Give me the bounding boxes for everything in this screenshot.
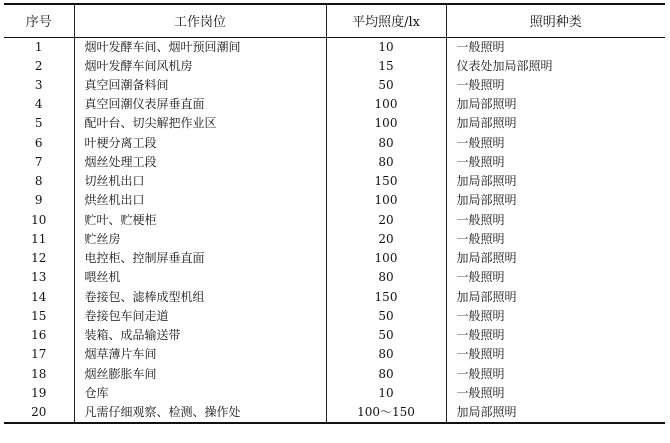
table-row bbox=[4, 57, 665, 76]
cell-num: 5 bbox=[34, 116, 43, 131]
cell-post: 烟丝膨胀车间 bbox=[74, 365, 326, 384]
cell-lux: 20 bbox=[326, 230, 446, 249]
cell-num: 1 bbox=[34, 39, 43, 54]
cell-post: 装箱、成品输送带 bbox=[74, 326, 326, 345]
cell-post: 烟草薄片车间 bbox=[74, 345, 326, 364]
cell-post: 贮丝房 bbox=[74, 230, 326, 249]
cell-post: 喂丝机 bbox=[74, 268, 326, 287]
table-row bbox=[4, 211, 665, 230]
cell-num: 10 bbox=[31, 212, 47, 227]
header-row bbox=[4, 4, 665, 37]
cell-lux: 100～150 bbox=[326, 403, 446, 423]
table-row bbox=[4, 95, 665, 114]
cell-post: 烘丝机出口 bbox=[74, 191, 326, 210]
table-row bbox=[4, 384, 665, 403]
cell-lux: 20 bbox=[326, 211, 446, 230]
table-row bbox=[4, 172, 665, 191]
table-row bbox=[4, 403, 665, 423]
cell-num: 3 bbox=[34, 77, 43, 92]
cell-lux: 80 bbox=[326, 134, 446, 153]
cell-num: 20 bbox=[31, 405, 47, 419]
cell-num: 6 bbox=[34, 135, 43, 150]
cell-post: 烟叶发酵车间、烟叶预回潮间 bbox=[74, 37, 326, 57]
header-num: 序号 bbox=[4, 4, 74, 37]
cell-post: 卷接包车间走道 bbox=[74, 307, 326, 326]
cell-num: 17 bbox=[31, 347, 47, 362]
cell-lux: 10 bbox=[326, 384, 446, 403]
cell-kind: 一般照明 bbox=[446, 384, 665, 403]
cell-post: 仓库 bbox=[74, 384, 326, 403]
cell-kind: 加局部照明 bbox=[446, 249, 665, 268]
table-body bbox=[4, 37, 665, 423]
cell-lux: 80 bbox=[326, 268, 446, 287]
cell-kind: 一般照明 bbox=[446, 76, 665, 95]
cell-kind: 一般照明 bbox=[446, 326, 665, 345]
cell-kind: 一般照明 bbox=[446, 268, 665, 287]
cell-num: 15 bbox=[31, 308, 47, 323]
cell-lux: 80 bbox=[326, 365, 446, 384]
cell-kind: 加局部照明 bbox=[446, 172, 665, 191]
cell-num: 2 bbox=[34, 58, 43, 73]
cell-num: 8 bbox=[34, 174, 43, 189]
cell-post: 卷接包、滤棒成型机组 bbox=[74, 288, 326, 307]
table-row bbox=[4, 288, 665, 307]
cell-num: 16 bbox=[31, 328, 47, 343]
cell-kind: 加局部照明 bbox=[446, 191, 665, 210]
table-row bbox=[4, 268, 665, 287]
cell-kind: 仪表处加局部照明 bbox=[446, 57, 665, 76]
cell-post: 真空回潮备料间 bbox=[74, 76, 326, 95]
cell-num: 18 bbox=[31, 366, 47, 381]
cell-kind: 一般照明 bbox=[446, 230, 665, 249]
cell-lux: 10 bbox=[326, 37, 446, 57]
cell-num: 4 bbox=[34, 97, 43, 112]
cell-post: 烟叶发酵车间风机房 bbox=[74, 57, 326, 76]
cell-post: 贮叶、贮梗柜 bbox=[74, 211, 326, 230]
cell-kind: 一般照明 bbox=[446, 211, 665, 230]
cell-post: 真空回潮仪表屏垂直面 bbox=[74, 95, 326, 114]
cell-num: 19 bbox=[31, 385, 47, 400]
cell-lux: 100 bbox=[326, 95, 446, 114]
cell-num: 9 bbox=[34, 193, 43, 208]
cell-lux: 100 bbox=[326, 114, 446, 133]
header-lux: 平均照度/lx bbox=[326, 4, 446, 37]
header-post: 工作岗位 bbox=[74, 4, 326, 37]
cell-kind: 一般照明 bbox=[446, 153, 665, 172]
cell-lux: 80 bbox=[326, 345, 446, 364]
cell-post: 烟丝处理工段 bbox=[74, 153, 326, 172]
table-row bbox=[4, 76, 665, 95]
cell-lux: 100 bbox=[326, 191, 446, 210]
table-row bbox=[4, 249, 665, 268]
cell-post: 切丝机出口 bbox=[74, 172, 326, 191]
table-row bbox=[4, 365, 665, 384]
cell-post: 叶梗分离工段 bbox=[74, 134, 326, 153]
lighting-standards-table bbox=[4, 3, 665, 424]
cell-lux: 100 bbox=[326, 249, 446, 268]
cell-kind: 一般照明 bbox=[446, 365, 665, 384]
table-row bbox=[4, 153, 665, 172]
cell-post: 凡需仔细观察、检测、操作处 bbox=[74, 403, 326, 423]
cell-kind: 加局部照明 bbox=[446, 114, 665, 133]
cell-kind: 一般照明 bbox=[446, 37, 665, 57]
cell-num: 13 bbox=[31, 270, 47, 285]
header-kind: 照明种类 bbox=[446, 4, 665, 37]
cell-kind: 加局部照明 bbox=[446, 288, 665, 307]
cell-kind: 一般照明 bbox=[446, 345, 665, 364]
table-row bbox=[4, 307, 665, 326]
table-row bbox=[4, 326, 665, 345]
table-row bbox=[4, 345, 665, 364]
cell-num: 11 bbox=[31, 231, 47, 246]
cell-post: 电控柜、控制屏垂直面 bbox=[74, 249, 326, 268]
cell-kind: 一般照明 bbox=[446, 134, 665, 153]
table-row bbox=[4, 191, 665, 210]
cell-lux: 50 bbox=[326, 326, 446, 345]
cell-kind: 加局部照明 bbox=[446, 95, 665, 114]
cell-post: 配叶台、切尖解把作业区 bbox=[74, 114, 326, 133]
cell-lux: 50 bbox=[326, 307, 446, 326]
cell-lux: 80 bbox=[326, 153, 446, 172]
table-row bbox=[4, 114, 665, 133]
table-row bbox=[4, 230, 665, 249]
cell-num: 7 bbox=[34, 154, 43, 169]
table-header bbox=[4, 4, 665, 37]
lighting-table-page bbox=[4, 3, 665, 424]
cell-lux: 150 bbox=[326, 172, 446, 191]
table-row bbox=[4, 37, 665, 57]
cell-num: 12 bbox=[31, 251, 47, 266]
cell-lux: 15 bbox=[326, 57, 446, 76]
cell-kind: 一般照明 bbox=[446, 307, 665, 326]
cell-num: 14 bbox=[31, 289, 47, 304]
cell-kind: 加局部照明 bbox=[446, 403, 665, 423]
table-row bbox=[4, 134, 665, 153]
cell-lux: 50 bbox=[326, 76, 446, 95]
cell-lux: 150 bbox=[326, 288, 446, 307]
